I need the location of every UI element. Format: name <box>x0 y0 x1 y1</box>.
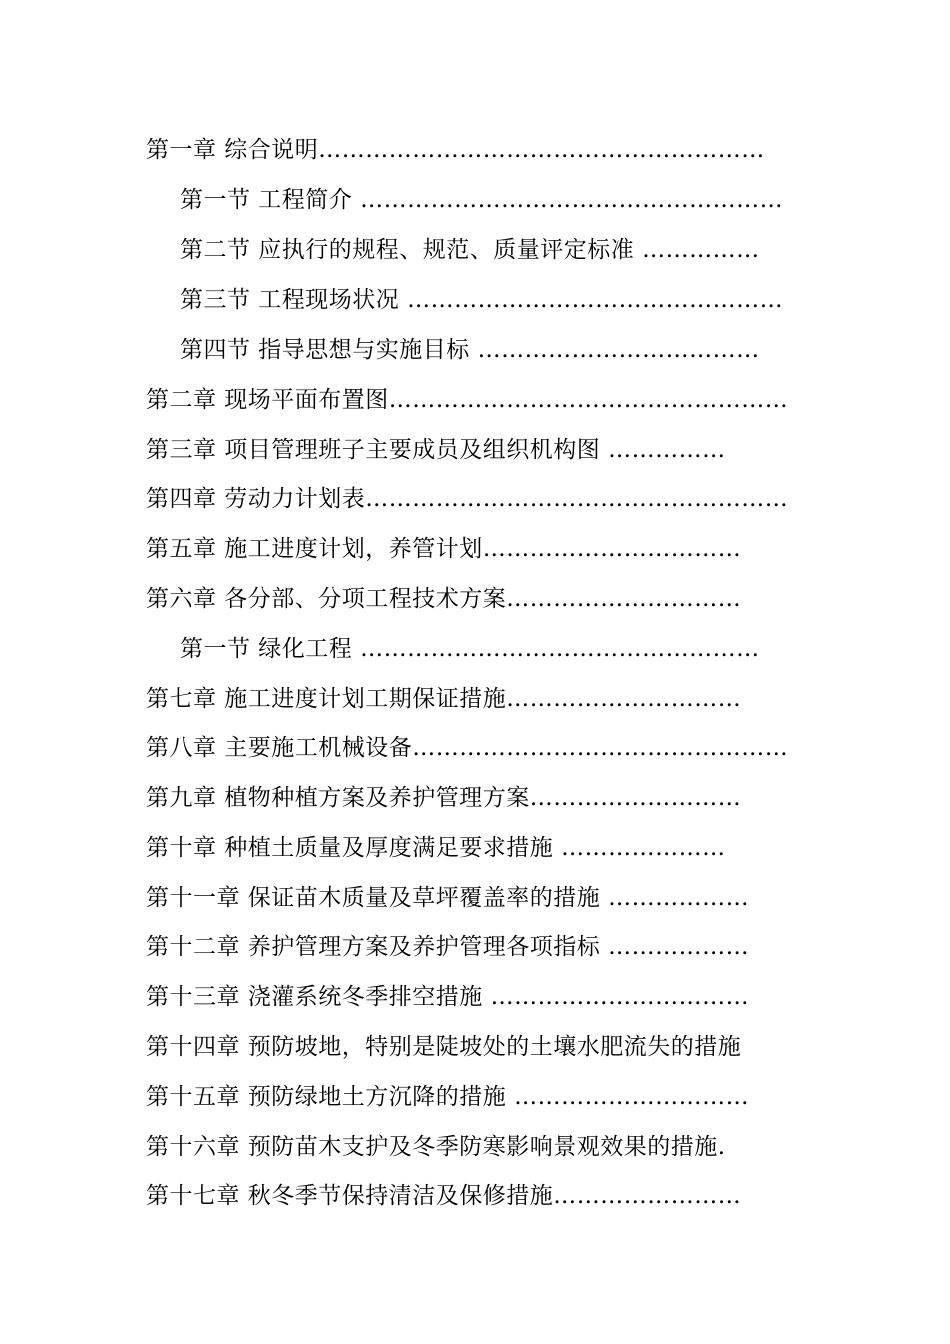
toc-entry-chapter-9: 第九章 植物种植方案及养护管理方案……………………… <box>146 785 742 811</box>
toc-entry-chapter-5: 第五章 施工进度计划，养管计划…………………………… <box>146 536 742 562</box>
toc-entry-chapter-12: 第十二章 养护管理方案及养护管理各项指标 ……………… <box>146 934 750 960</box>
toc-entry-section-6-1: 第一节 绿化工程 …………………………………………… <box>180 636 760 662</box>
toc-entry-chapter-3: 第三章 项目管理班子主要成员及组织机构图 …………… <box>146 437 726 463</box>
toc-entry-chapter-6: 第六章 各分部、分项工程技术方案………………………… <box>146 586 742 612</box>
toc-entry-chapter-4: 第四章 劳动力计划表……………………………………………… <box>146 486 789 512</box>
toc-entry-chapter-1: 第一章 综合说明………………………………………………… <box>146 137 765 163</box>
toc-entry-chapter-13: 第十三章 浇灌系统冬季排空措施 …………………………… <box>146 984 750 1010</box>
toc-entry-chapter-14: 第十四章 预防坡地，特别是陡坡处的土壤水肥流失的措施 <box>146 1034 742 1060</box>
toc-entry-chapter-16: 第十六章 预防苗木支护及冬季防寒影响景观效果的措施. <box>146 1134 726 1160</box>
toc-entry-section-1-1: 第一节 工程简介 ……………………………………………… <box>180 187 784 213</box>
toc-entry-chapter-8: 第八章 主要施工机械设备………………………………………… <box>146 735 789 761</box>
toc-entry-chapter-10: 第十章 种植土质量及厚度满足要求措施 ………………… <box>146 835 726 861</box>
toc-entry-section-1-4: 第四节 指导思想与实施目标 ……………………………… <box>180 337 760 363</box>
toc-entry-chapter-15: 第十五章 预防绿地土方沉降的措施 ………………………… <box>146 1084 750 1110</box>
toc-entry-section-1-2: 第二节 应执行的规程、规范、质量评定标准 …………… <box>180 237 760 263</box>
toc-entry-chapter-7: 第七章 施工进度计划工期保证措施………………………… <box>146 686 742 712</box>
toc-entry-section-1-3: 第三节 工程现场状况 ………………………………………… <box>180 287 784 313</box>
toc-entry-chapter-17: 第十七章 秋冬季节保持清洁及保修措施…………………… <box>146 1183 742 1209</box>
toc-entry-chapter-11: 第十一章 保证苗木质量及草坪覆盖率的措施 ……………… <box>146 885 750 911</box>
toc-entry-chapter-2: 第二章 现场平面布置图…………………………………………… <box>146 387 789 413</box>
